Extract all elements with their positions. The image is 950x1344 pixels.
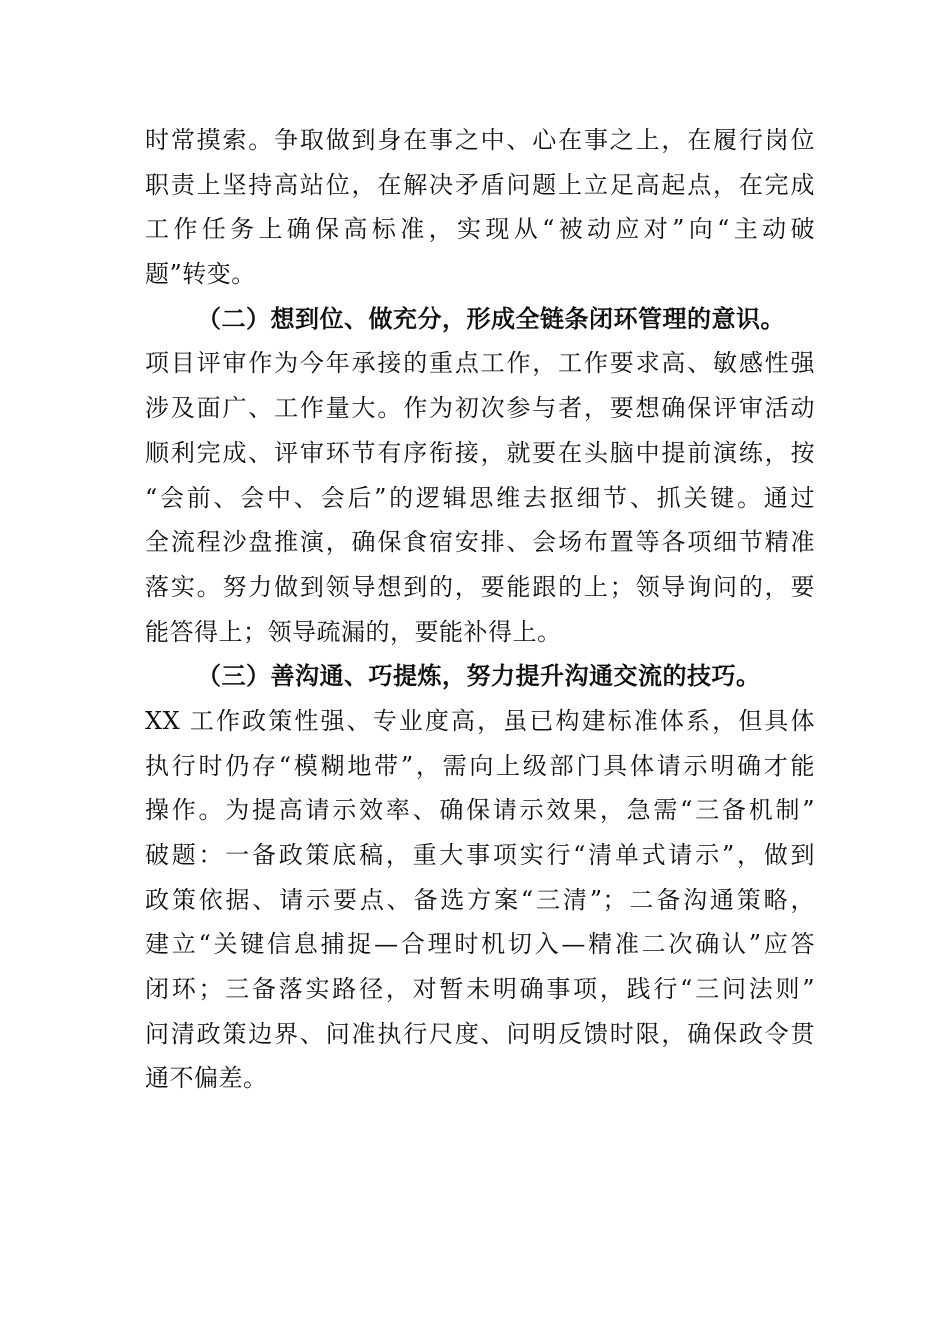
section-heading: （三）善沟通、巧提炼，努力提升沟通交流的技巧。 <box>197 661 761 691</box>
section-two <box>145 297 815 655</box>
text-line: 时常摸索。争取做到身在事之中、心在事之上，在履行岗位 <box>145 126 815 154</box>
text-line: 顺利完成、评审环节有序衔接，就要在头脑中提前演练，按 <box>145 438 815 467</box>
text-line: 破题：一备政策底稿，重大事项实行“清单式请示”，做到 <box>145 841 815 869</box>
text-line: 项目评审作为今年承接的重点工作，工作要求高、敏感性强 <box>145 349 815 378</box>
text-line: 执行时仍存“模糊地带”，需向上级部门具体请示明确才能 <box>145 751 815 780</box>
text-line: 操作。为提高请示效率、确保请示效果，急需“三备机制” <box>145 796 815 825</box>
text-line: XX 工作政策性强、专业度高，虽已构建标准体系，但具体 <box>145 706 815 735</box>
paragraph-continuation <box>145 118 815 297</box>
text-line: 通不偏差。 <box>145 1064 268 1093</box>
text-line: 问清政策边界、问准执行尺度、问明反馈时限，确保政令贯 <box>145 1019 815 1048</box>
text-line: 政策依据、请示要点、备选方案“三清”；二备沟通策略， <box>145 885 815 914</box>
text-line: 工作任务上确保高标准，实现从“被动应对”向“主动破 <box>145 215 815 244</box>
section-three <box>145 654 815 1101</box>
text-line: 涉及面广、工作量大。作为初次参与者，要想确保评审活动 <box>145 394 815 423</box>
section-heading: （二）想到位、做充分，形成全链条闭环管理的意识。 <box>197 303 785 333</box>
text-line: 闭环；三备落实路径，对暂未明确事项，践行“三问法则” <box>145 975 815 1004</box>
text-line: 全流程沙盘推演，确保食宿安排、会场布置等各项细节精准 <box>145 528 815 557</box>
text-line: 落实。努力做到领导想到的，要能跟的上；领导询问的，要 <box>145 572 815 601</box>
text-line: 职责上坚持高站位，在解决矛盾问题上立足高起点，在完成 <box>145 170 815 199</box>
text-line: 建立“关键信息捕捉—合理时机切入—精准二次确认”应答 <box>145 930 815 959</box>
text-line: “会前、会中、会后”的逻辑思维去抠细节、抓关键。通过 <box>145 483 815 512</box>
text-line: 题”转变。 <box>145 260 256 289</box>
text-line: 能答得上；领导疏漏的，要能补得上。 <box>145 617 562 646</box>
document-body <box>145 118 815 1101</box>
